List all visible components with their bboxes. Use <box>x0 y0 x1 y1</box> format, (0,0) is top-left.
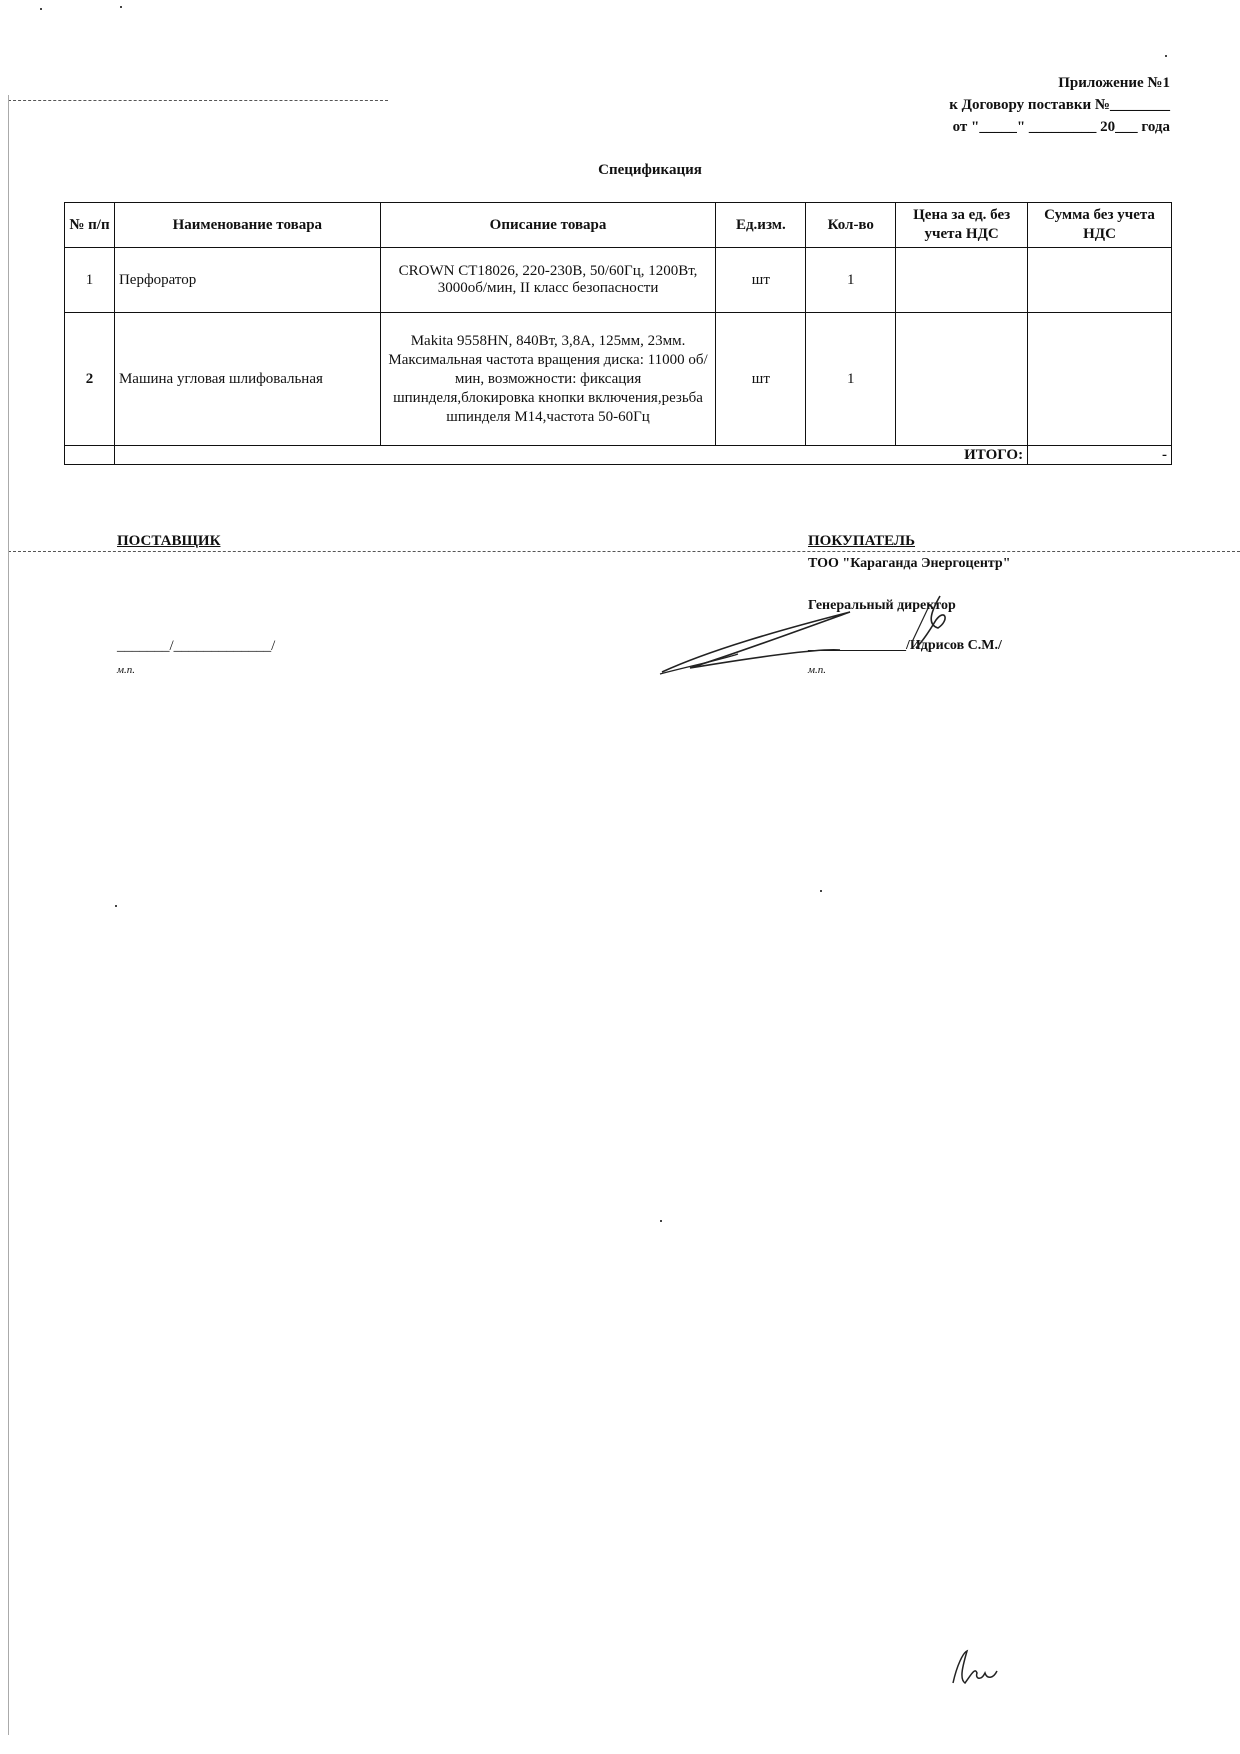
cell-description: Makita 9558HN, 840Вт, 3,8А, 125мм, 23мм. Максимальная частота вращения диска: 11000 об/мин, возможности: фиксация шпинделя,блокировка кнопки включения,резьба шпинделя М14,частота 50-60Гц <box>380 313 716 446</box>
scan-artifact-left-edge <box>8 95 9 1735</box>
buyer-position: Генеральный директор <box>808 598 956 613</box>
scan-speck <box>40 8 42 10</box>
appendix-number: Приложение №1 <box>1058 75 1170 91</box>
appendix-header <box>949 72 1170 138</box>
scan-artifact-line-top <box>8 100 388 101</box>
buyer-label: ПОКУПАТЕЛЬ <box>808 533 916 549</box>
cell-product-name: Перфоратор <box>114 248 380 313</box>
cell-unit-price <box>896 313 1028 446</box>
table-row <box>65 248 1172 313</box>
supplier-label: ПОСТАВЩИК <box>117 533 221 549</box>
cell-quantity: 1 <box>806 313 896 446</box>
cell-unit: шт <box>716 313 806 446</box>
cell-number: 1 <box>65 248 115 313</box>
cell-product-name: Машина угловая шлифовальная <box>114 313 380 446</box>
supplier-sign-line: _______/_____________/ <box>117 638 276 654</box>
supplier-stamp-place: м.п. <box>117 664 136 676</box>
header-unit: Ед.изм. <box>716 203 806 248</box>
header-number: № п/п <box>65 203 115 248</box>
table-header-row <box>65 203 1172 248</box>
header-total: Сумма без учета НДС <box>1028 203 1172 248</box>
scan-speck <box>1165 55 1167 57</box>
header-quantity: Кол-во <box>806 203 896 248</box>
cell-total <box>1028 313 1172 446</box>
scan-speck <box>115 905 117 907</box>
cell-description: CROWN CT18026, 220-230В, 50/60Гц, 1200Вт, 3000об/мин, II класс безопасности <box>380 248 716 313</box>
cell-number: 2 <box>65 313 115 446</box>
document-title: Спецификация <box>598 162 702 178</box>
total-label: ИТОГО: <box>114 446 1027 465</box>
header-product-name: Наименование товара <box>114 203 380 248</box>
header-description: Описание товара <box>380 203 716 248</box>
contract-date: от "_____" _________ 20___ года <box>952 119 1170 135</box>
scan-speck <box>120 6 122 8</box>
table-row <box>65 313 1172 446</box>
table-total-row <box>65 446 1172 465</box>
buyer-company: ТОО "Караганда Энергоцентр" <box>808 556 1011 571</box>
scan-artifact-line-middle <box>8 551 1240 552</box>
total-empty-cell <box>65 446 115 465</box>
cell-unit-price <box>896 248 1028 313</box>
scan-speck <box>660 1220 662 1222</box>
cell-quantity: 1 <box>806 248 896 313</box>
total-value: - <box>1028 446 1172 465</box>
header-unit-price: Цена за ед. без учета НДС <box>896 203 1028 248</box>
buyer-sign-line: ______________/Идрисов С.М./ <box>808 638 1002 653</box>
contract-reference: к Договору поставки №________ <box>949 97 1170 113</box>
cell-unit: шт <box>716 248 806 313</box>
director-signature <box>650 590 990 680</box>
buyer-stamp-place: м.п. <box>808 664 827 676</box>
specification-table <box>64 202 1172 465</box>
cell-total <box>1028 248 1172 313</box>
scan-speck <box>820 890 822 892</box>
page-initials <box>945 1645 1005 1690</box>
